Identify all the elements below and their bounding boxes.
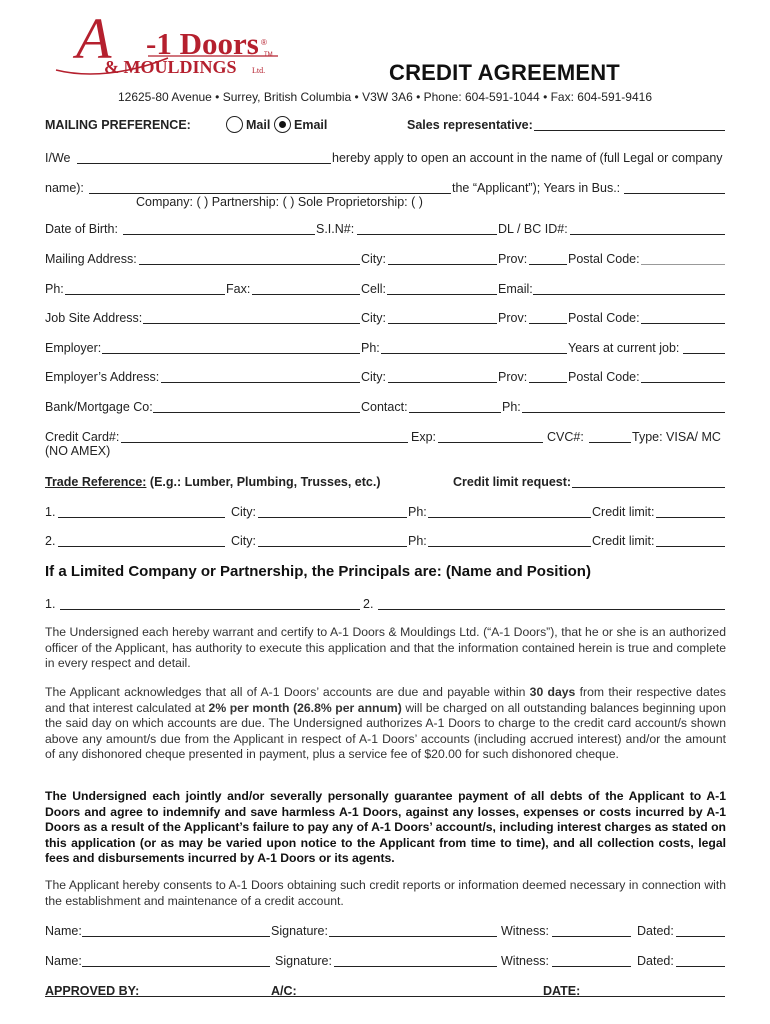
dob-row [45, 221, 725, 237]
exp-label: Exp: [411, 430, 437, 444]
bank-field[interactable] [153, 412, 360, 413]
logo-doors-text: -1 Doors [146, 26, 259, 61]
signature-row-1 [45, 923, 725, 939]
sig1-signature-label: Signature: [271, 924, 328, 938]
trade-ref-2-number: 2. [45, 534, 56, 548]
sig2-name-field[interactable] [82, 966, 270, 967]
sig1-witness-label: Witness: [501, 924, 549, 938]
employer-prov-field[interactable] [529, 382, 567, 383]
principal-1-number: 1. [45, 597, 56, 611]
trade-ref-1-city-label: City: [231, 505, 256, 519]
phone-label: Ph: [45, 282, 64, 296]
cvc-label: CVC#: [547, 430, 584, 444]
phone-row [45, 281, 725, 297]
warranty-paragraph: The Undersigned each hereby warrant and certify to A-1 Doors & Mouldings Ltd. (“A-1 Doors”), that he or she is an authorized officer of the Applicant, has authority to execute this application and that the information contained herein is true and complete in every respect and detail. [45, 625, 726, 670]
employer-ph-field[interactable] [381, 353, 567, 354]
credit-limit-request-field[interactable] [572, 487, 725, 488]
approved-by-label: APPROVED BY: [45, 984, 140, 998]
trade-ref-2-city-label: City: [231, 534, 256, 548]
employer-ph-label: Ph: [361, 341, 380, 355]
job-city-field[interactable] [388, 323, 497, 324]
prov-label: Prov: [498, 252, 528, 266]
ac-label: A/C: [271, 984, 297, 998]
dl-label: DL / BC ID#: [498, 222, 568, 236]
mailing-preference-row [45, 117, 725, 133]
bank-ph-field[interactable] [522, 412, 725, 413]
terms-paragraph [45, 685, 726, 763]
principal-2-number: 2. [363, 597, 374, 611]
principals-row [45, 596, 725, 612]
applicant-row [45, 150, 725, 166]
trade-ref-1-limit-label: Credit limit: [592, 505, 655, 519]
employer-prov-label: Prov: [498, 370, 528, 384]
principals-heading: If a Limited Company or Partnership, the Principals are: (Name and Position) [45, 563, 591, 580]
email-radio[interactable] [274, 116, 291, 133]
credit-limit-request-label: Credit limit request: [453, 475, 572, 489]
trade-ref-2-name-field[interactable] [58, 546, 225, 547]
terms-text-b: from their respective dates and that interest calculated at [45, 685, 727, 715]
trade-ref-2-ph-field[interactable] [428, 546, 591, 547]
dob-field[interactable] [123, 234, 315, 235]
principal-2-field[interactable] [378, 609, 725, 610]
sig2-signature-label: Signature: [275, 954, 332, 968]
mailing-address-field[interactable] [139, 264, 360, 265]
job-postal-label: Postal Code: [568, 311, 640, 325]
terms-interest-rate: 2% per month (26.8% per annum) [208, 700, 402, 715]
email-option-label: Email [294, 118, 328, 132]
cell-field[interactable] [387, 294, 497, 295]
sig1-witness-field[interactable] [552, 936, 631, 937]
logo-letter-a: A [76, 6, 112, 71]
trade-ref-1-limit-field[interactable] [656, 517, 725, 518]
trade-ref-1-ph-label: Ph: [408, 505, 427, 519]
job-prov-label: Prov: [498, 311, 528, 325]
phone-field[interactable] [65, 294, 225, 295]
trade-ref-1-city-field[interactable] [258, 517, 407, 518]
trade-reference-2-row [45, 533, 725, 549]
entity-type-options[interactable]: Company: ( ) Partnership: ( ) Sole Proprietorship: ( ) [136, 195, 423, 209]
no-amex-note: (NO AMEX) [45, 444, 111, 458]
sig2-name-label: Name: [45, 954, 82, 968]
logo-registered-mark: ® [261, 38, 267, 47]
employer-postal-field[interactable] [641, 382, 725, 383]
mailing-postal-field[interactable] [641, 264, 725, 265]
trade-reference-title: Trade Reference: [45, 475, 147, 489]
sig2-dated-label: Dated: [637, 954, 674, 968]
employer-row [45, 340, 725, 356]
terms-days: 30 days [529, 685, 576, 699]
document-title: CREDIT AGREEMENT [389, 60, 620, 85]
sig1-dated-label: Dated: [637, 924, 674, 938]
no-amex-row [45, 443, 725, 459]
postal-code-label: Postal Code: [568, 252, 640, 266]
logo-ltd-text: Ltd. [252, 66, 266, 75]
employer-field[interactable] [102, 353, 360, 354]
employer-address-field[interactable] [161, 382, 360, 383]
sales-rep-label: Sales representative: [407, 118, 533, 132]
signature-row-2 [45, 953, 725, 969]
trade-ref-2-city-field[interactable] [258, 546, 407, 547]
mailing-address-row [45, 251, 725, 267]
city-label: City: [361, 252, 386, 266]
job-site-row [45, 310, 725, 326]
sig2-witness-field[interactable] [552, 966, 631, 967]
sin-label: S.I.N#: [316, 222, 355, 236]
date-label: DATE: [543, 984, 581, 998]
credit-card-label: Credit Card#: [45, 430, 120, 444]
trade-reference-1-row [45, 504, 725, 520]
logo-tm-mark: TM [264, 52, 273, 58]
iwe-field[interactable] [77, 163, 331, 164]
trade-ref-2-ph-label: Ph: [408, 534, 427, 548]
trade-reference-heading-row [45, 474, 725, 490]
sig1-name-field[interactable] [82, 936, 270, 937]
consent-paragraph: The Applicant hereby consents to A-1 Doors obtaining such credit reports or information deemed necessary in connection with the establishment and maintenance of a credit account. [45, 878, 726, 908]
employer-postal-label: Postal Code: [568, 370, 640, 384]
sig2-dated-field[interactable] [676, 966, 725, 967]
sig1-signature-field[interactable] [329, 936, 497, 937]
trade-ref-1-ph-field[interactable] [428, 517, 591, 518]
mail-radio[interactable] [226, 116, 243, 133]
contact-field[interactable] [409, 412, 501, 413]
sin-field[interactable] [357, 234, 497, 235]
mailing-preference-label: MAILING PREFERENCE: [45, 118, 191, 132]
job-site-field[interactable] [143, 323, 360, 324]
mailing-address-label: Mailing Address: [45, 252, 137, 266]
principal-1-field[interactable] [60, 609, 360, 610]
job-city-label: City: [361, 311, 386, 325]
logo-mouldings-text: & MOULDINGS [104, 57, 237, 77]
job-site-label: Job Site Address: [45, 311, 143, 325]
fax-field[interactable] [252, 294, 360, 295]
company-logo [48, 6, 288, 86]
mailing-prov-field[interactable] [529, 264, 567, 265]
sig1-name-label: Name: [45, 924, 82, 938]
employer-address-label: Employer’s Address: [45, 370, 160, 384]
applicant-years-label: the “Applicant”); Years in Bus.: [452, 181, 621, 195]
terms-text-c: will be charged on all outstanding balances beginning upon the said day on which accounts are due. The Undersigned authorizes A-1 Doors to charge to the credit card account/s shown above any amount/s due from the Applicant in respect of A-1 Doors’ accounts (including accrued interest) and/or the amount of any dishonored cheque presented in payment, plus a service fee of $20.00 for such dishonored cheque. [45, 700, 727, 761]
iwe-label: I/We [45, 151, 71, 165]
company-address: 12625-80 Avenue • Surrey, British Columbia • V3W 3A6 • Phone: 604-591-1044 • Fax: 604-591-9416 [117, 90, 653, 104]
dl-field[interactable] [570, 234, 725, 235]
sig2-signature-field[interactable] [334, 966, 497, 967]
employer-city-label: City: [361, 370, 386, 384]
fax-label: Fax: [226, 282, 251, 296]
mailing-city-field[interactable] [388, 264, 497, 265]
mail-option-label: Mail [246, 118, 271, 132]
employer-city-field[interactable] [388, 382, 497, 383]
guarantee-paragraph: The Undersigned each jointly and/or severally personally guarantee payment of all debts of the Applicant to A-1 Doors and agree to indemnify and save harmless A-1 Doors, against any losses, expenses or costs incurred by A-1 Doors as a result of the Applicant’s failure to pay any of A-1 Doors’ account/s, including interest charges as stated on this application (or as may be varied upon notice to the Applicant from time to time), and all collection costs, legal fees and disbursements incurred by A-1 Doors or its agents. [45, 789, 726, 865]
trade-ref-2-limit-field[interactable] [656, 546, 725, 547]
years-job-field[interactable] [683, 353, 725, 354]
name-label: name): [45, 181, 84, 195]
bank-label: Bank/Mortgage Co: [45, 400, 153, 414]
terms-text-a: The Applicant acknowledges that all of A-1 Doors’ accounts are due and payable within [45, 685, 530, 699]
email-field[interactable] [533, 294, 725, 295]
sales-rep-field[interactable] [534, 130, 725, 131]
trade-reference-example: (E.g.: Lumber, Plumbing, Trusses, etc.) [146, 475, 381, 489]
trade-ref-1-number: 1. [45, 505, 56, 519]
card-type-label: Type: VISA/ MC [632, 430, 721, 444]
bank-ph-label: Ph: [502, 400, 521, 414]
trade-reference-heading [45, 474, 381, 490]
job-postal-field[interactable] [641, 323, 725, 324]
approval-line[interactable] [45, 996, 725, 997]
sig2-witness-label: Witness: [501, 954, 549, 968]
trade-ref-2-limit-label: Credit limit: [592, 534, 655, 548]
dob-label: Date of Birth: [45, 222, 118, 236]
bank-row [45, 399, 725, 415]
contact-label: Contact: [361, 400, 408, 414]
sig1-dated-field[interactable] [676, 936, 725, 937]
cell-label: Cell: [361, 282, 387, 296]
job-prov-field[interactable] [529, 323, 567, 324]
email-label: Email: [498, 282, 533, 296]
employer-label: Employer: [45, 341, 102, 355]
employer-address-row [45, 369, 725, 385]
apply-text: hereby apply to open an account in the name of (full Legal or company [332, 151, 723, 165]
years-job-label: Years at current job: [568, 341, 680, 355]
trade-ref-1-name-field[interactable] [58, 517, 225, 518]
entity-type-row [45, 194, 725, 210]
approval-row [45, 983, 725, 999]
